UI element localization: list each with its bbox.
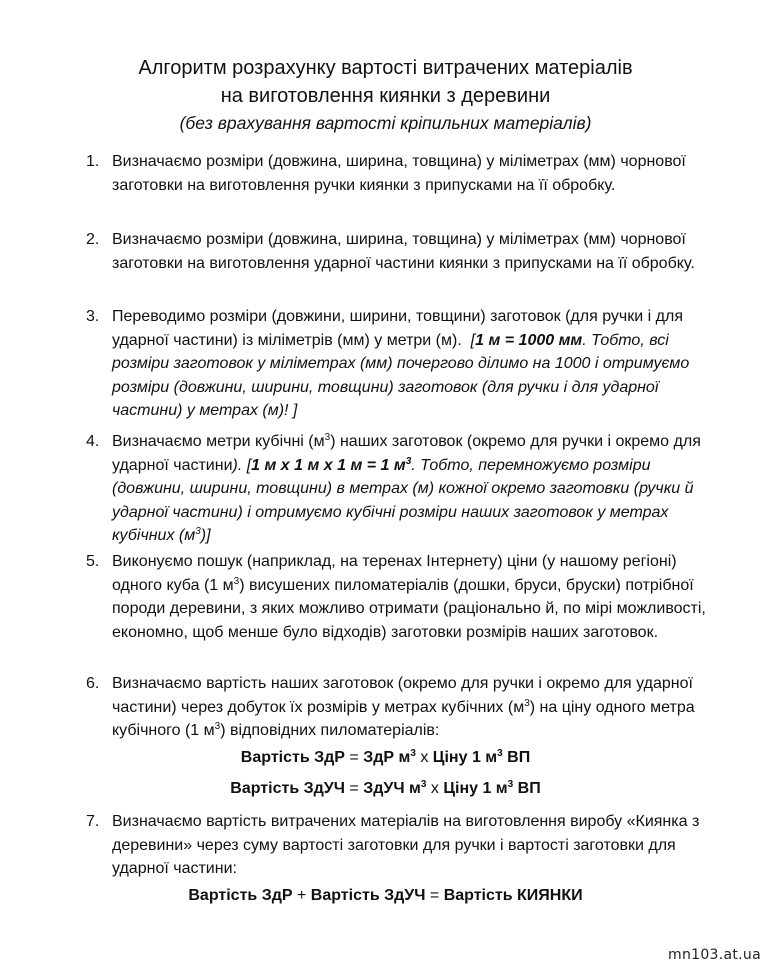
superscript: 3 — [324, 432, 331, 443]
document-title-line-2: на виготовлення киянки з деревини — [220, 85, 551, 107]
step-bracket: [ — [470, 331, 476, 349]
formula-operator: + — [292, 887, 311, 904]
document-title-line-1: Алгоритм розрахунку вартості витрачених матеріалів — [138, 57, 633, 79]
step-number: 5. — [86, 553, 100, 570]
step-text — [112, 550, 722, 644]
step-text-part: Виконуємо пошук (наприклад, на теренах Інтернету) ціни (у нашому регіоні) одного куба (1 м — [112, 553, 677, 594]
step-italic-note: . Тобто, всі розміри заготовок у міліметрах (мм) почергово ділимо на 1000 і отримуємо розміри (довжини, ширини, товщини) заготовок (для ручки і для ударної частини) у метрах (м)! ] — [112, 331, 690, 419]
formula-term: Вартість ЗдР — [240, 749, 345, 766]
formula-handle-cost — [0, 746, 771, 770]
superscript: 3 — [497, 748, 503, 759]
step-italic-part: ). [ — [232, 456, 252, 474]
superscript: 3 — [405, 455, 412, 467]
step-text-part: ) висушених пиломатеріалів (дошки, бруси, бруски) потрібної породи деревини, з яких можливо отримати (раціонально й, по мірі можливості, економно, щоб менше було відходів) заготовки розмірів наших заготовок. — [112, 576, 706, 641]
step-bold-equation: 1 м = 1000 мм — [475, 331, 583, 349]
superscript: 3 — [420, 779, 427, 790]
formula-term: Вартість КИЯНКИ — [443, 887, 583, 904]
superscript: 3 — [507, 779, 514, 790]
step-number: 1. — [86, 153, 100, 170]
step-text-part: Визначаємо вартість наших заготовок (окремо для ручки і окремо для ударної частини) через добуток їх розмірів у метрах кубічних (м — [112, 675, 693, 716]
step-number: 2. — [86, 231, 100, 248]
formula-term: Вартість ЗдР — [188, 887, 293, 904]
step-number: 6. — [86, 675, 100, 692]
step-number: 7. — [86, 813, 100, 830]
formula-operator: х — [415, 749, 433, 766]
step-text: Визначаємо розміри (довжина, ширина, товщина) у міліметрах (мм) чорнової заготовки на виготовлення ручки киянки з припусками на її обробку. — [112, 153, 686, 194]
formula-term: ЗдР м — [363, 749, 411, 766]
formula-term: ЗдУЧ м — [363, 780, 421, 797]
step-text-part: ) відповідних пиломатеріалів: — [220, 722, 440, 739]
superscript: 3 — [214, 721, 221, 732]
step-text — [112, 430, 722, 548]
superscript: 3 — [524, 697, 530, 709]
formula-term: Ціну 1 м — [432, 749, 498, 766]
formula-operator: = — [344, 749, 364, 766]
formula-term: ВП — [513, 780, 541, 797]
step-text — [112, 672, 722, 743]
step-text — [112, 305, 722, 423]
formula-operator: х — [426, 780, 444, 797]
step-number: 4. — [86, 433, 100, 450]
step-text-part: Визначаємо метри кубічні (м — [112, 433, 325, 450]
step-number: 3. — [86, 308, 100, 325]
step-italic-part: )] — [200, 527, 211, 544]
step-text-part: ) наших заготовок (окремо для ручки і окремо для ударної частини — [112, 433, 701, 474]
formula-term: Ціну 1 м — [443, 780, 508, 797]
site-watermark: mn103.at.ua — [668, 947, 761, 963]
superscript: 3 — [233, 575, 240, 587]
superscript: 3 — [410, 748, 416, 759]
formula-operator: = — [425, 887, 444, 904]
formula-mallet-cost — [0, 884, 771, 908]
superscript: 3 — [195, 526, 201, 537]
step-text-part: ) на ціну одного метра кубічного (1 м — [112, 698, 695, 739]
step-text: Визначаємо вартість витрачених матеріалів на виготовлення виробу «Киянка з деревини» через суму вартості заготовки для ручки і вартості заготовки для ударної частини: — [112, 813, 700, 877]
formula-term: ВП — [502, 749, 531, 766]
step-italic-part: . Тобто, перемножуємо розміри (довжини, ширини, товщини) в метрах (м) кожної окремо заготовки (ручки й ударної частини) і отримуємо кубічні розміри наших заготовок у метрах кубічних (м — [112, 456, 694, 544]
step-text: Визначаємо розміри (довжина, ширина, товщина) у міліметрах (мм) чорнової заготовки на виготовлення ударної частини киянки з припусками на її обробку. — [112, 231, 695, 272]
step-plain-text: Переводимо розміри (довжини, ширини, товщини) заготовок (для ручки і для ударної частини) із міліметрів (мм) у метри (м). — [112, 308, 683, 349]
formula-striking-part-cost — [0, 777, 771, 801]
formula-operator: = — [344, 780, 364, 797]
document-subtitle: (без врахування вартості кріпильних матеріалів) — [179, 113, 592, 133]
formula-term: Вартість ЗдУЧ — [310, 887, 426, 904]
step-bold-equation: 1 м х 1 м х 1 м = 1 м — [251, 456, 406, 474]
formula-term: Вартість ЗдУЧ — [230, 780, 345, 797]
